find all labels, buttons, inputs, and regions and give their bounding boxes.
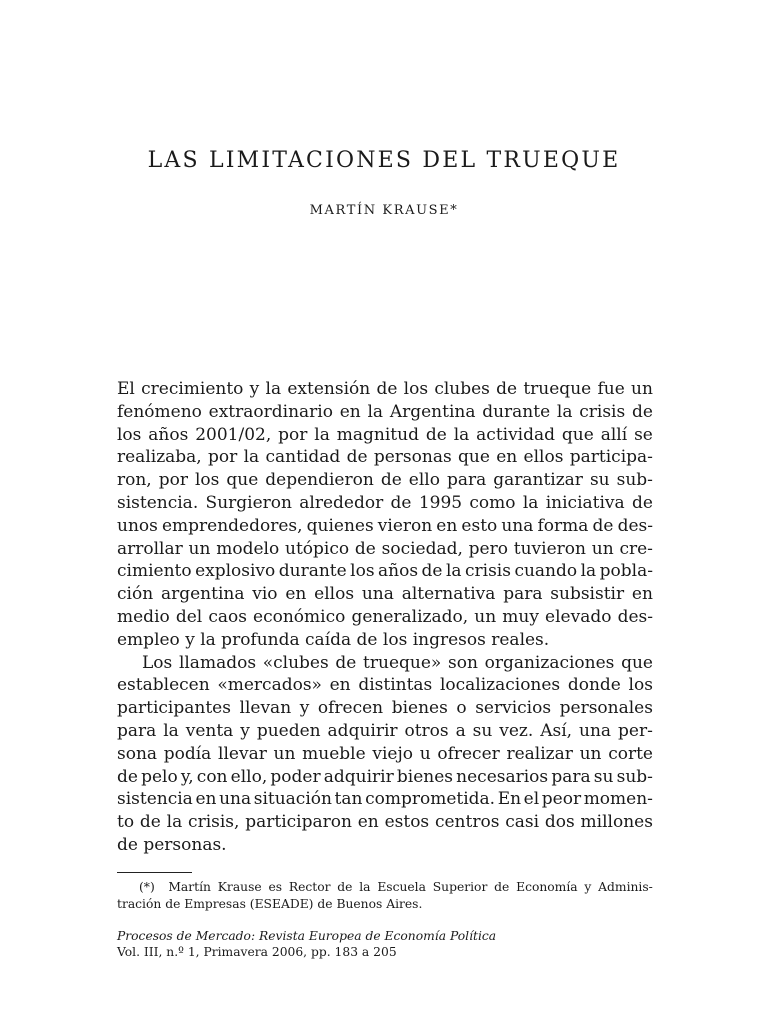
body-line: to de la crisis, participaron en estos centros casi dos millones bbox=[117, 812, 653, 833]
body-line-last: de personas. bbox=[117, 834, 227, 855]
body-line-first: Los llamados «clubes de trueque» son organizaciones que bbox=[142, 652, 653, 673]
body-line: sistencia. Surgieron alrededor de 1995 como la iniciativa de bbox=[117, 492, 653, 513]
body-line: medio del caos económico generalizado, un muy elevado des- bbox=[117, 606, 653, 627]
author-name: MARTÍN KRAUSE* bbox=[309, 203, 459, 218]
body-line: para la venta y pueden adquirir otros a su vez. Así, una per- bbox=[117, 720, 653, 741]
body-line: de pelo y, con ello, poder adquirir bienes necesarios para su sub- bbox=[117, 766, 653, 787]
footnote-line: tración de Empresas (ESEADE) de Buenos Aires. bbox=[117, 897, 423, 911]
body-line: establecen «mercados» en distintas localizaciones donde los bbox=[117, 675, 653, 696]
body-line: ron, por los que dependieron de ello para garantizar su sub- bbox=[117, 470, 653, 491]
body-line-last: empleo y la profunda caída de los ingresos reales. bbox=[117, 629, 550, 650]
paragraph-1 bbox=[117, 378, 653, 652]
journal-name: Procesos de Mercado: Revista Europea de Economía Política bbox=[117, 929, 497, 943]
body-line: arrollar un modelo utópico de sociedad, pero tuvieron un cre- bbox=[117, 538, 653, 559]
footnote bbox=[117, 879, 653, 913]
body-line: realizaba, por la cantidad de personas que en ellos participa- bbox=[117, 447, 653, 468]
journal-volume: Vol. III, n.º 1, Primavera 2006, pp. 183 a 205 bbox=[117, 945, 397, 959]
article-body bbox=[117, 378, 653, 857]
body-line: El crecimiento y la extensión de los clubes de trueque fue un bbox=[117, 379, 653, 399]
body-line: sistencia en una situación tan comprometida. En el peor momen- bbox=[117, 789, 653, 810]
footnote-line: (*) Martín Krause es Rector de la Escuela Superior de Economía y Adminis- bbox=[139, 880, 653, 894]
article-title: LAS LIMITACIONES DEL TRUEQUE bbox=[147, 148, 621, 173]
paragraph-2 bbox=[117, 652, 653, 857]
journal-info bbox=[117, 928, 653, 960]
body-line: los años 2001/02, por la magnitud de la actividad que allí se bbox=[117, 424, 653, 445]
body-line: participantes llevan y ofrecen bienes o servicios personales bbox=[117, 698, 653, 719]
body-line: fenómeno extraordinario en la Argentina durante la crisis de bbox=[117, 401, 653, 422]
body-line: sona podía llevar un mueble viejo u ofrecer realizar un corte bbox=[117, 743, 653, 764]
footnote-rule bbox=[117, 872, 192, 873]
body-line: cimiento explosivo durante los años de la crisis cuando la pobla- bbox=[117, 561, 653, 582]
body-line: unos emprendedores, quienes vieron en esto una forma de des- bbox=[117, 515, 653, 536]
body-line: ción argentina vio en ellos una alternativa para subsistir en bbox=[117, 584, 653, 605]
